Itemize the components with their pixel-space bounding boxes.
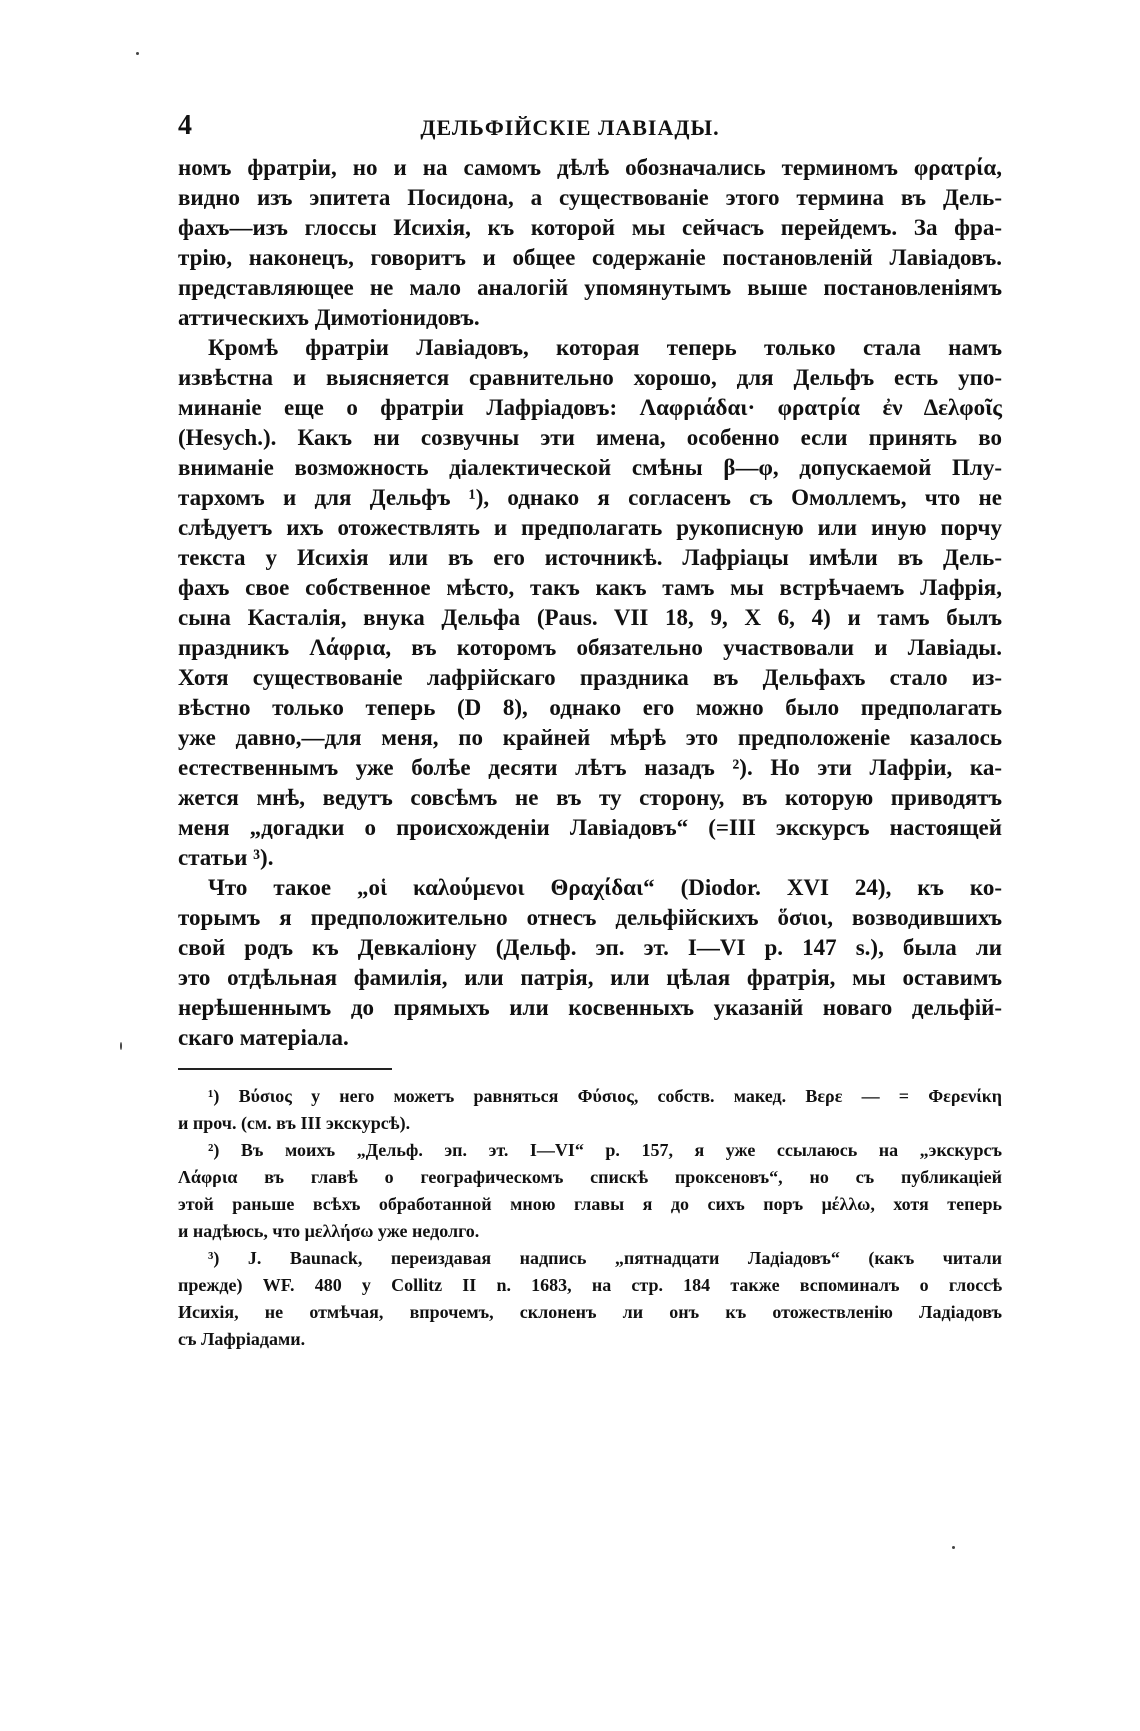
text-line: фахъ—изъ глоссы Исихія, къ которой мы сейчасъ перейдемъ. За фра- — [178, 215, 1002, 240]
text-line: жется мнѣ, ведутъ совсѣмъ не въ ту сторону, въ которую приводятъ — [178, 785, 1002, 810]
paragraph — [178, 153, 1002, 333]
paragraph — [178, 333, 1002, 873]
text-line: Хотя существованіе лафрійскаго праздника въ Дельфахъ стало из- — [178, 665, 1002, 690]
text-line: Что такое „οἱ καλούμενοι Θραχίδαι“ (Diodor. XVI 24), къ ко- — [208, 875, 1002, 900]
footnote-line: и надѣюсь, что μελλήσω уже недолго. — [178, 1221, 480, 1241]
text-line: праздникъ Λάφρια, въ которомъ обязательно участвовали и Лавіады. — [178, 635, 1002, 660]
page-number: 4 — [178, 110, 192, 141]
scan-speck — [120, 1042, 122, 1050]
paragraph — [178, 873, 1002, 1053]
scan-speck — [952, 1546, 955, 1549]
text-line: статьи ³). — [178, 845, 274, 870]
text-line: скаго матеріала. — [178, 1025, 349, 1050]
text-line: вѣстно только теперь (D 8), однако его можно было предполагать — [178, 695, 1002, 720]
running-title: ДЕЛЬФІЙСКІЕ ЛАВІАДЫ. — [420, 115, 720, 140]
text-line: вниманіе возможность діалектической смѣны β—φ, допускаемой Плу- — [178, 455, 1002, 480]
footnotes — [178, 1083, 1002, 1353]
text-line: минаніе еще о фратріи Лафріадовъ: Λαφριάδαι· φρατρία ἐν Δελφοῖς — [178, 395, 1002, 420]
text-line: Кромѣ фратріи Лавіадовъ, которая теперь только стала намъ — [208, 335, 1002, 360]
text-line: меня „догадки о происхожденіи Лавіадовъ“ (=III экскурсъ настоящей — [178, 815, 1002, 840]
text-line: текста у Исихія или въ его источникѣ. Лафріацы имѣли въ Дель- — [178, 545, 1002, 570]
text-line: номъ фратріи, но и на самомъ дѣлѣ обозначались терминомъ φρατρία, — [178, 155, 1002, 180]
footnote-line: Λάφρια въ главѣ о географическомъ спискѣ проксеновъ“, но съ публикаціей — [178, 1167, 1002, 1187]
text-line: нерѣшеннымъ до прямыхъ или косвенныхъ указаній новаго дельфій- — [178, 995, 1002, 1020]
footnote-line: этой раньше всѣхъ обработанной мною главы я до сихъ поръ μέλλω, хотя теперь — [178, 1194, 1002, 1214]
text-line: (Hesych.). Какъ ни созвучны эти имена, особенно если принять во — [178, 425, 1002, 450]
text-line: тархомъ и для Дельфъ ¹), однако я согласенъ съ Омоллемъ, что не — [178, 485, 1002, 510]
footnote-line: ³) J. Baunack, переиздавая надпись „пятнадцати Ладіадовъ“ (какъ читали — [208, 1248, 1002, 1268]
footnote-line: Исихія, не отмѣчая, впрочемъ, склоненъ ли онъ къ отожествленію Ладіадовъ — [178, 1302, 1002, 1322]
scan-speck — [136, 52, 139, 55]
text-line: извѣстна и выясняется сравнительно хорошо, для Дельфъ есть упо- — [178, 365, 1002, 390]
text-line: представляющее не мало аналогій упомянутымъ выше постановленіямъ — [178, 275, 1002, 300]
footnote-line: ²) Въ моихъ „Дельф. эп. эт. I—VI“ p. 157, я уже ссылаюсь на „экскурсъ — [208, 1140, 1002, 1160]
text-line: естественнымъ уже болѣе десяти лѣтъ назадъ ²). Но эти Лафріи, ка- — [178, 755, 1002, 780]
text-line: свой родъ къ Девкаліону (Дельф. эп. эт. I—VI p. 147 s.), была ли — [178, 935, 1002, 960]
footnote-line: прежде) WF. 480 у Collitz II n. 1683, на стр. 184 также вспоминалъ о глоссѣ — [178, 1275, 1002, 1295]
footnote — [178, 1083, 1002, 1137]
text-line: торымъ я предположительно отнесъ дельфійскихъ ὅσιοι, возводившихъ — [178, 905, 1002, 930]
footnote — [178, 1137, 1002, 1245]
text-line: сына Касталія, внука Дельфа (Paus. VII 18, 9, X 6, 4) и тамъ былъ — [178, 605, 1002, 630]
main-text — [178, 153, 1002, 1053]
text-line: аттическихъ Димотіонидовъ. — [178, 305, 480, 330]
footnote — [178, 1245, 1002, 1353]
text-line: фахъ свое собственное мѣсто, такъ какъ тамъ мы встрѣчаемъ Лафрія, — [178, 575, 1002, 600]
text-line: уже давно,—для меня, по крайней мѣрѣ это предположеніе казалось — [178, 725, 1002, 750]
footnote-line: ¹) Βύσιος у него можетъ равняться Φύσιος, собств. макед. Βερε — = Φερενίκη — [208, 1086, 1002, 1106]
text-line: видно изъ эпитета Посидона, а существованіе этого термина въ Дель- — [178, 185, 1002, 210]
text-line: слѣдуетъ ихъ отожествлять и предполагать рукописную или иную порчу — [178, 515, 1002, 540]
footnote-line: и проч. (см. въ III экскурсѣ). — [178, 1113, 411, 1133]
text-line: трію, наконецъ, говоритъ и общее содержаніе постановленій Лавіадовъ. — [178, 245, 1002, 270]
text-line: это отдѣльная фамилія, или патрія, или цѣлая фратрія, мы оставимъ — [178, 965, 1002, 990]
footnote-rule — [178, 1068, 392, 1070]
footnote-line: съ Лафріадами. — [178, 1329, 306, 1349]
